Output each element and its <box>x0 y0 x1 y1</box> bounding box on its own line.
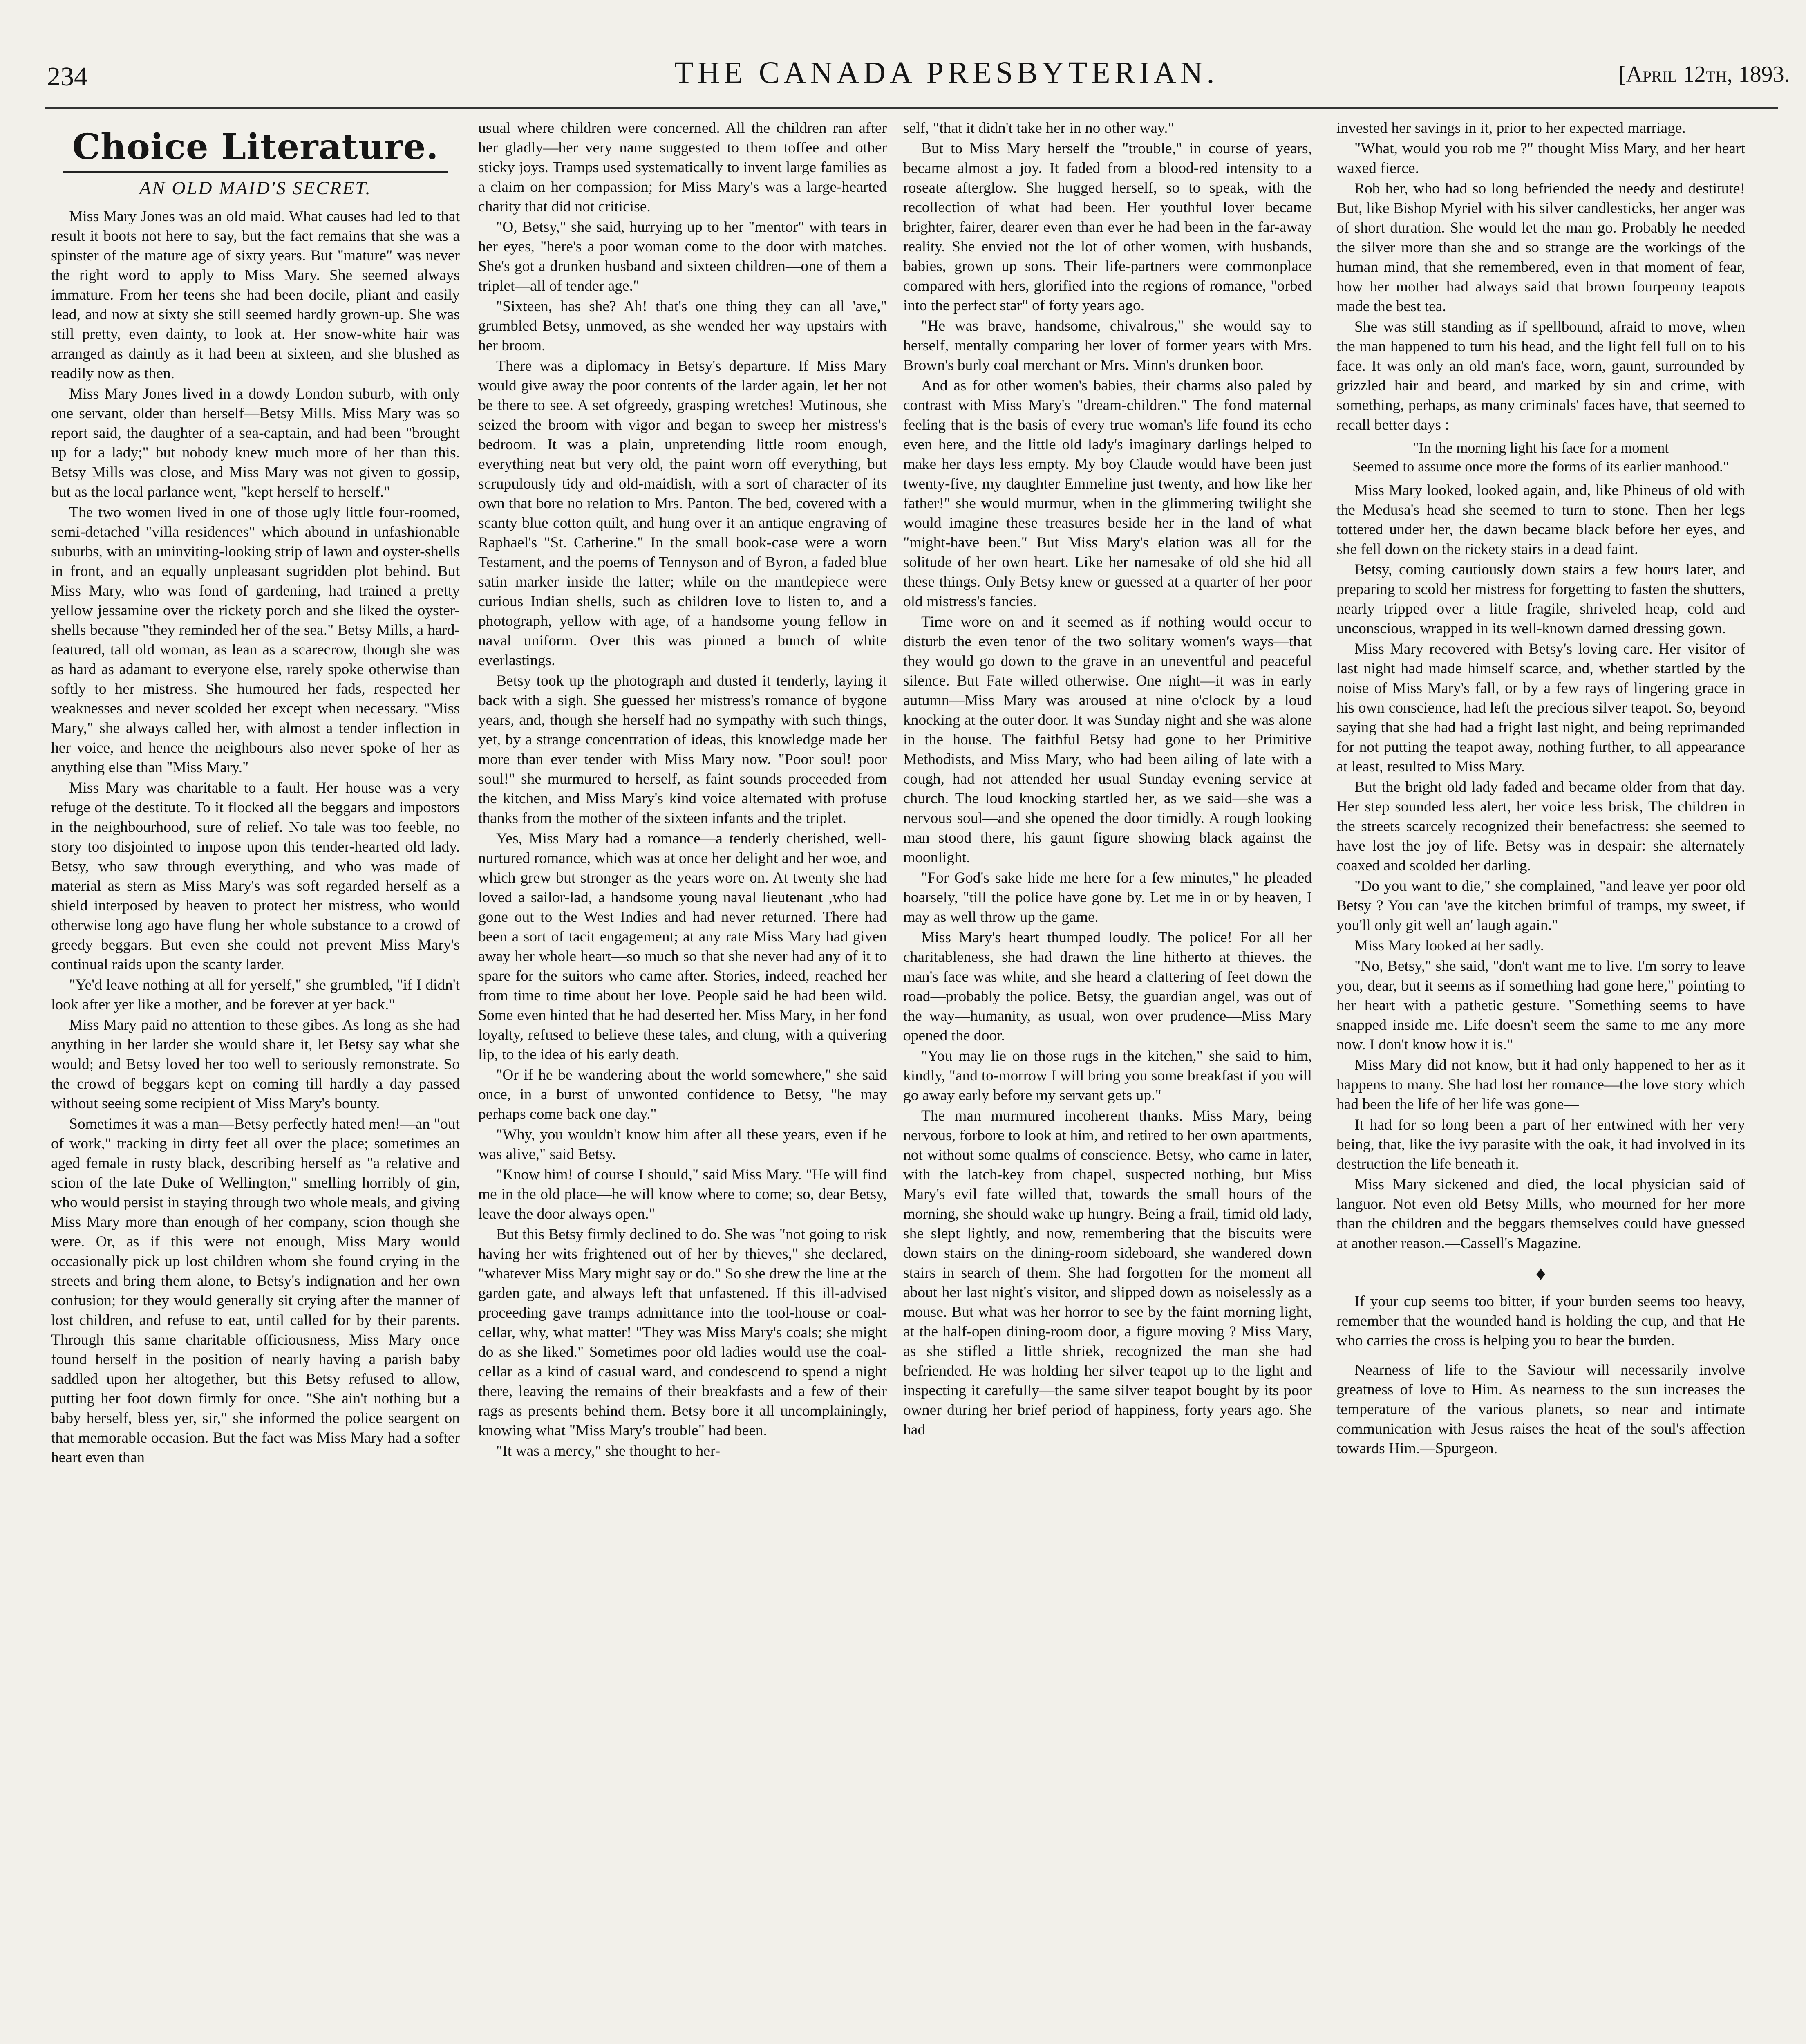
paragraph: But this Betsy firmly declined to do. She was "not going to risk having her wits frightened out of her by thieves," she declared, "whatever Miss Mary might say or do." So she drew the line at the garden gate, and always left that unfastened. If this ill-advised proceeding gave tramps admittance into the tool-house or coal-cellar, why, what matter! "They was Miss Mary's coals; she might do as she liked." Sometimes poor old ladies would use the coal-cellar as a kind of casual ward, and condescend to spend a night there, leaving the remains of their breakfasts and a few of their rags as presents behind them. Betsy bore it all uncomplainingly, knowing what "Miss Mary's trouble" had been. <box>478 1226 887 1439</box>
publication-title: THE CANADA PRESBYTERIAN. <box>674 56 1219 90</box>
column-3 <box>903 119 1312 2044</box>
paragraph: But the bright old lady faded and became older from that day. Her step sounded less alert, her voice less brisk, The children in the streets scarcely recognized their benefactress: she seemed to have lost the joy of life. Betsy was in despair: she alternately coaxed and scolded her darling. <box>1336 779 1745 874</box>
paragraph: And as for other women's babies, their charms also paled by contrast with Miss Mary's "dream-children." The fond maternal feeling that is the basis of every true woman's life found its echo even here, and the little old lady's imaginary darlings helped to make her days less empty. My boy Claude would have been just twenty-five, my daughter Emmeline just twenty, and how like her father!" she would murmur, when in the glimmering twilight she would imagine these treasures beside her in the land of what "might-have been." But Miss Mary's elation was all for the solitude of her own heart. Like her namesake of old she hid all these things. Only Betsy knew or guessed at a quarter of her poor old mistress's fancies. <box>903 377 1312 610</box>
paragraph: But to Miss Mary herself the "trouble," in course of years, became almost a joy. It faded from a blood-red intensity to a roseate afterglow. She hugged herself, so to speak, with the recollection of what had been. Her youthful lover became brighter, fairer, dearer even than ever he had been in the far-away reality. She envied not the lot of other women, with husbands, babies, grown up sons. Their life-partners were commonplace compared with hers, glorified into the regions of romance, "orbed into the perfect star" of forty years ago. <box>903 140 1312 314</box>
paragraph: "Ye'd leave nothing at all for yerself," she grumbled, "if I didn't look after yer like a mother, and be forever at yer back." <box>51 977 460 1013</box>
filler-paragraph: Nearness of life to the Saviour will necessarily involve greatness of love to Him. As nearness to the sun increases the temperature of the various planets, so near and intimate communication with Jesus raises the heat of the soul's affection towards Him.—Spurgeon. <box>1336 1362 1745 1457</box>
story-title: AN OLD MAID'S SECRET. <box>139 177 371 198</box>
paragraph: It had for so long been a part of her entwined with her very being, that, like the ivy parasite with the oak, it had involved in its destruction the life beneath it. <box>1336 1116 1745 1172</box>
section-rule <box>63 171 448 173</box>
paragraph: The man murmured incoherent thanks. Miss Mary, being nervous, forbore to look at him, and retired to her own apartments, not without some qualms of conscience. Betsy, who came in later, with the latch-key from chapel, suspected nothing, but Miss Mary's evil fate willed that, towards the small hours of the morning, she should wake up hungry. Being a frail, timid old lady, she slept lightly, and now, remembering that the biscuits were down stairs on the dining-room sideboard, she wandered down stairs in search of them. She had forgotten for the moment all about her last night's visitor, and slipped down as noiselessly as a mouse. But what was her horror to see by the faint morning light, at the half-open dining-room door, a figure moving ? Miss Mary, as she stifled a little shriek, recognized the man she had befriended. He was holding her silver teapot up to the light and inspecting it carefully—the same silver teapot bought by its poor owner during her brief period of happiness, forty years ago. She had <box>903 1107 1312 1438</box>
paragraph: Sometimes it was a man—Betsy perfectly hated men!—an "out of work," tracking in dirty feet all over the place; sometimes an aged female in rusty black, describing herself as "a relative and scion of the late Duke of Wellington," smelling horribly of gin, who would persist in staying through two whole meals, and giving Miss Mary more than enough of her company, scion though she were. Or, as if this were not enough, Miss Mary would occasionally pick up lost children whom she found crying in the streets and bring them alone, to Betsy's indignation and her own confusion; for they would generally sit crying after the manner of lost children, and refuse to eat, until called for by their parents. Through this same charitable officiousness, Miss Mary once found herself in the position of nearly having a parish baby saddled upon her altogether, but this Betsy refused to allow, putting her foot down firmly for once. "She ain't nothing but a baby herself, bless yer, sir," she informed the police seargent on that memorable occasion. But the fact was Miss Mary had a softer heart even than <box>51 1116 460 1466</box>
paragraph: "It was a mercy," she thought to her- <box>496 1443 721 1459</box>
paragraph: Miss Mary paid no attention to these gibes. As long as she had anything in her larder she would share it, let Betsy say what she would; and Betsy loved her too well to seriously remonstrate. So the crowd of beggars kept on coming till hardly a day passed without seeing some recipient of Miss Mary's bounty. <box>51 1017 460 1112</box>
paragraph: "Or if he be wandering about the world somewhere," she said once, in a burst of unwonted confidence to Betsy, "he may perhaps come back one day." <box>478 1067 887 1123</box>
paragraph: Miss Mary's heart thumped loudly. The police! For all her charitableness, she had drawn the line hitherto at thieves. the man's face was white, and she heard a clattering of feet down the road—probably the police. Betsy, the guardian angel, was out of the way—humanity, as usual, won over prudence—Miss Mary opened the door. <box>903 929 1312 1044</box>
paragraph: Betsy, coming cautiously down stairs a few hours later, and preparing to scold her mistress for forgetting to fasten the shutters, nearly tripped over a little fragile, shriveled heap, cold and unconscious, wrapped in its well-known darned dressing gown. <box>1336 561 1745 637</box>
paragraph: "Why, you wouldn't know him after all these years, even if he was alive," said Betsy. <box>478 1126 887 1163</box>
verse-quote <box>1336 438 1745 476</box>
paragraph: "Know him! of course I should," said Miss Mary. "He will find me in the old place—he will know where to come; so, dear Betsy, leave the door always open." <box>478 1166 887 1222</box>
paragraph: Miss Mary looked at her sadly. <box>1354 937 1544 954</box>
page-number: 234 <box>47 62 87 92</box>
verse-line: "In the morning light his face for a moment <box>1412 439 1669 456</box>
verse-line: Seemed to assume once more the forms of its earlier manhood." <box>1352 458 1729 475</box>
paragraph: Miss Mary looked, looked again, and, like Phineus of old with the Medusa's head she seemed to turn to stone. Then her legs tottered under her, the dawn became black before her eyes, and she fell down on the rickety stairs in a dead faint. <box>1336 482 1745 558</box>
paragraph: Miss Mary Jones was an old maid. What causes had led to that result it boots not here to say, but the fact remains that she was a spinster of the mature age of sixty years. But "mature" was never the right word to apply to Miss Mary. She seemed always immature. From her teens she had been docile, pliant and easily lead, and now at sixty she still seemed hardly grown-up. She was still pretty, even dainty, to look at. Her snow-white hair was arranged as daintly as it had been at sixteen, and she blushed as readily now as then. <box>51 208 460 382</box>
paragraph: Betsy took up the photograph and dusted it tenderly, laying it back with a sigh. She guessed her mistress's romance of bygone years, and, though she herself had no sympathy with such things, yet, by a strange concentration of ideas, this knowledge made her more than ever tender with Miss Mary now. "Poor soul! poor soul!" she murmured to herself, as faint sounds proceeded from the kitchen, and Miss Mary's kind voice alternated with profuse thanks from the mother of the sixteen infants and the triplet. <box>478 672 887 827</box>
filler-paragraph: If your cup seems too bitter, if your burden seems too heavy, remember that the wounded hand is holding the cup, and that He who carries the cross is helping you to bear the burden. <box>1336 1293 1745 1349</box>
paragraph: Time wore on and it seemed as if nothing would occur to disturb the even tenor of the two solitary women's ways—that they would go down to the grave in an uneventful and peaceful silence. But Fate willed otherwise. One night—it was in early autumn—Miss Mary was aroused at nine o'clock by a loud knocking at the outer door. It was Sunday night and she was alone in the house. The faithful Betsy had gone to her Primitive Methodists, and Miss Mary, who had been ailing of late with a cough, had not attended her usual Sunday evening service at church. The loud knocking startled her, as we said—she was a nervous soul—and she opened the door timidly. A rough looking man stood there, his gaunt figure showing black against the moonlight. <box>903 614 1312 866</box>
paragraph: Miss Mary Jones lived in a dowdy London suburb, with only one servant, older than herself—Betsy Mills. Miss Mary was so report said, the daughter of a sea-captain, and had been "brought up for a lady;" but nobody knew much more of her than this. Betsy Mills was close, and Miss Mary was not given to gossip, but as the local parlance went, "kept herself to herself." <box>51 385 460 500</box>
column-1 <box>51 127 460 2044</box>
paragraph: Miss Mary recovered with Betsy's loving care. Her visitor of last night had made himself scarce, and, whether startled by the noise of Miss Mary's fall, or by a few rays of lingering grace in his own conscience, had left the precious silver teapot. So, beyond saying that she had had a fright last night, and being reprimanded for not putting the teapot away, nothing further, to all appearance at least, resulted to Miss Mary. <box>1336 641 1745 775</box>
header-rule <box>45 107 1778 109</box>
paragraph: invested her savings in it, prior to her expected marriage. <box>1336 120 1686 137</box>
paragraph: "Do you want to die," she complained, "and leave yer poor old Betsy ? You can 'ave the kitchen brimful of tramps, my sweet, if you'll only git well an' laugh again." <box>1336 878 1745 934</box>
paragraph: She was still standing as if spellbound, afraid to move, when the man happened to turn his head, and the light fell full on to his face. It was only an old man's face, worn, gaunt, surrounded by grizzled hair and beard, and marked by sin and crime, with something, perhaps, as many criminals' faces have, that seemed to recall better days : <box>1336 318 1745 433</box>
paragraph: self, "that it didn't take her in no other way." <box>903 120 1174 137</box>
paragraph: Rob her, who had so long befriended the needy and destitute! But, like Bishop Myriel with his silver candlesticks, her anger was of short duration. She would let the man go. Probably he needed the silver more than she and so strange are the workings of the human mind, that she remembered, even in that moment of fear, how her mother had always said that brown fourpenny teapots made the best tea. <box>1336 180 1745 315</box>
column-4 <box>1336 119 1745 2044</box>
paragraph: The two women lived in one of those ugly little four-roomed, semi-detached "villa residences" which abound in unfashionable suburbs, with an uninviting-looking strip of lawn and oyster-shells in front, and an equally unpleasant sugridden plot behind. But Miss Mary, who was fond of gardening, had trained a pretty yellow jessamine over the rickety porch and she liked the oyster-shells because "they reminded her of the sea." Betsy Mills, a hard-featured, tall old woman, as lean as a scarecrow, though she was as hard as adamant to everyone else, rarely spoke otherwise than softly to her mistress. She humoured her fads, respected her weaknesses and never scolded her except when necessary. "Miss Mary," she always called her, with almost a tender inflection in her voice, and hence the neighbours also never spoke of her as anything else than "Miss Mary." <box>51 504 460 776</box>
paragraph: Miss Mary sickened and died, the local physician said of languor. Not even old Betsy Mills, who mourned for her more than the children and the beggars themselves could have guessed at another reason.—Cassell's Magazine. <box>1336 1176 1745 1252</box>
paragraph: usual where children were concerned. All the children ran after her gladly—her very name suggested to them toffee and other sticky joys. Tramps used systematically to invent large families as a claim on her compassion; for Miss Mary's was a large-hearted charity that did not criticise. <box>478 120 887 215</box>
column-2 <box>478 119 887 2044</box>
paragraph: "You may lie on those rugs in the kitchen," she said to him, kindly, "and to-morrow I will bring you some breakfast if you will go away early before my servant gets up." <box>903 1048 1312 1104</box>
paragraph: Miss Mary was charitable to a fault. Her house was a very refuge of the destitute. To it flocked all the beggars and impostors in the neighbourhood, sure of relief. No tale was too feeble, no story too disjointed to impose upon this tender-hearted old lady. Betsy, who saw through everything, and who was made of material as stern as Miss Mary's was soft regarded herself as a shield interposed by heaven to protect her mistress, who would otherwise long ago have flung her whole substance to a crowd of greedy beggars. But even she could not prevent Miss Mary's continual raids upon the scanty larder. <box>51 780 460 973</box>
paragraph: "He was brave, handsome, chivalrous," she would say to herself, mentally comparing her lover of former years with Mrs. Brown's burly coal merchant or Mrs. Minn's drunken boor. <box>903 318 1312 374</box>
paragraph: Miss Mary did not know, but it had only happened to her as it happens to many. She had lost her romance—the love story which had been the life of her life was gone— <box>1336 1057 1745 1113</box>
paragraph: "What, would you rob me ?" thought Miss Mary, and her heart waxed fierce. <box>1336 140 1745 177</box>
paragraph: There was a diplomacy in Betsy's departure. If Miss Mary would give away the poor contents of the larder again, let her not be there to see. A set ofgreedy, grasping wretches! Mutinous, she seized the broom with vigor and began to sweep her mistress's bedroom. It was a plain, unpretending little room enough, everything neat but very old, the paint worn off everything, but scrupulously tidy and old-maidish, with a sort of character of its own that bore no relation to Mrs. Panton. The bed, covered with a scanty blue cotton quilt, and hung over it an antique engraving of Raphael's "St. Catherine." In the small book-case were a worn Testament, and the poems of Tennyson and of Byron, a faded blue satin marker inside the latter; while on the mantlepiece were curious Indian shells, such as children love to listen to, and a photograph, yellow with age, of a handsome young fellow in naval uniform. Over this was pinned a bunch of white everlastings. <box>478 358 887 669</box>
paragraph: "For God's sake hide me here for a few minutes," he pleaded hoarsely, "till the police have gone by. Let me in or by heaven, I may as well throw up the game. <box>903 870 1312 926</box>
paragraph: "Sixteen, has she? Ah! that's one thing they can all 'ave," grumbled Betsy, unmoved, as she wended her way upstairs with her broom. <box>478 298 887 354</box>
paragraph: "No, Betsy," she said, "don't want me to live. I'm sorry to leave you, dear, but it seems as if something had gone here," pointing to her heart with a pathetic gesture. "Something seems to have snapped inside me. Life doesn't seem the same to me any more now. I don't know how it is." <box>1336 958 1745 1053</box>
paragraph: Yes, Miss Mary had a romance—a tenderly cherished, well-nurtured romance, which was at once her delight and her woe, and which grew but stronger as the years wore on. At twenty she had loved a sailor-lad, a handsome young naval lieutenant ,who had gone out to the West Indies and had never returned. There had been a sort of tacit engagement; at any rate Miss Mary had given away her whole heart—so much so that she never had any of it to spare for the suitors who came after. Stories, indeed, reached her from time to time about her love. People said he had been wild. Some even hinted that he had deserted her. Miss Mary, in her fond loyalty, refused to believe these tales, and clung, with a quivering lip, to the idea of his early death. <box>478 830 887 1063</box>
section-title: Choice Literature. <box>72 127 439 168</box>
ornament-icon: ♦ <box>1535 1263 1546 1284</box>
paragraph: "O, Betsy," she said, hurrying up to her "mentor" with tears in her eyes, "here's a poor woman come to the door with matches. She's got a drunken husband and sixteen children—one of them a triplet—all of tender age." <box>478 219 887 294</box>
issue-date: [April 12th, 1893. <box>1618 62 1790 87</box>
